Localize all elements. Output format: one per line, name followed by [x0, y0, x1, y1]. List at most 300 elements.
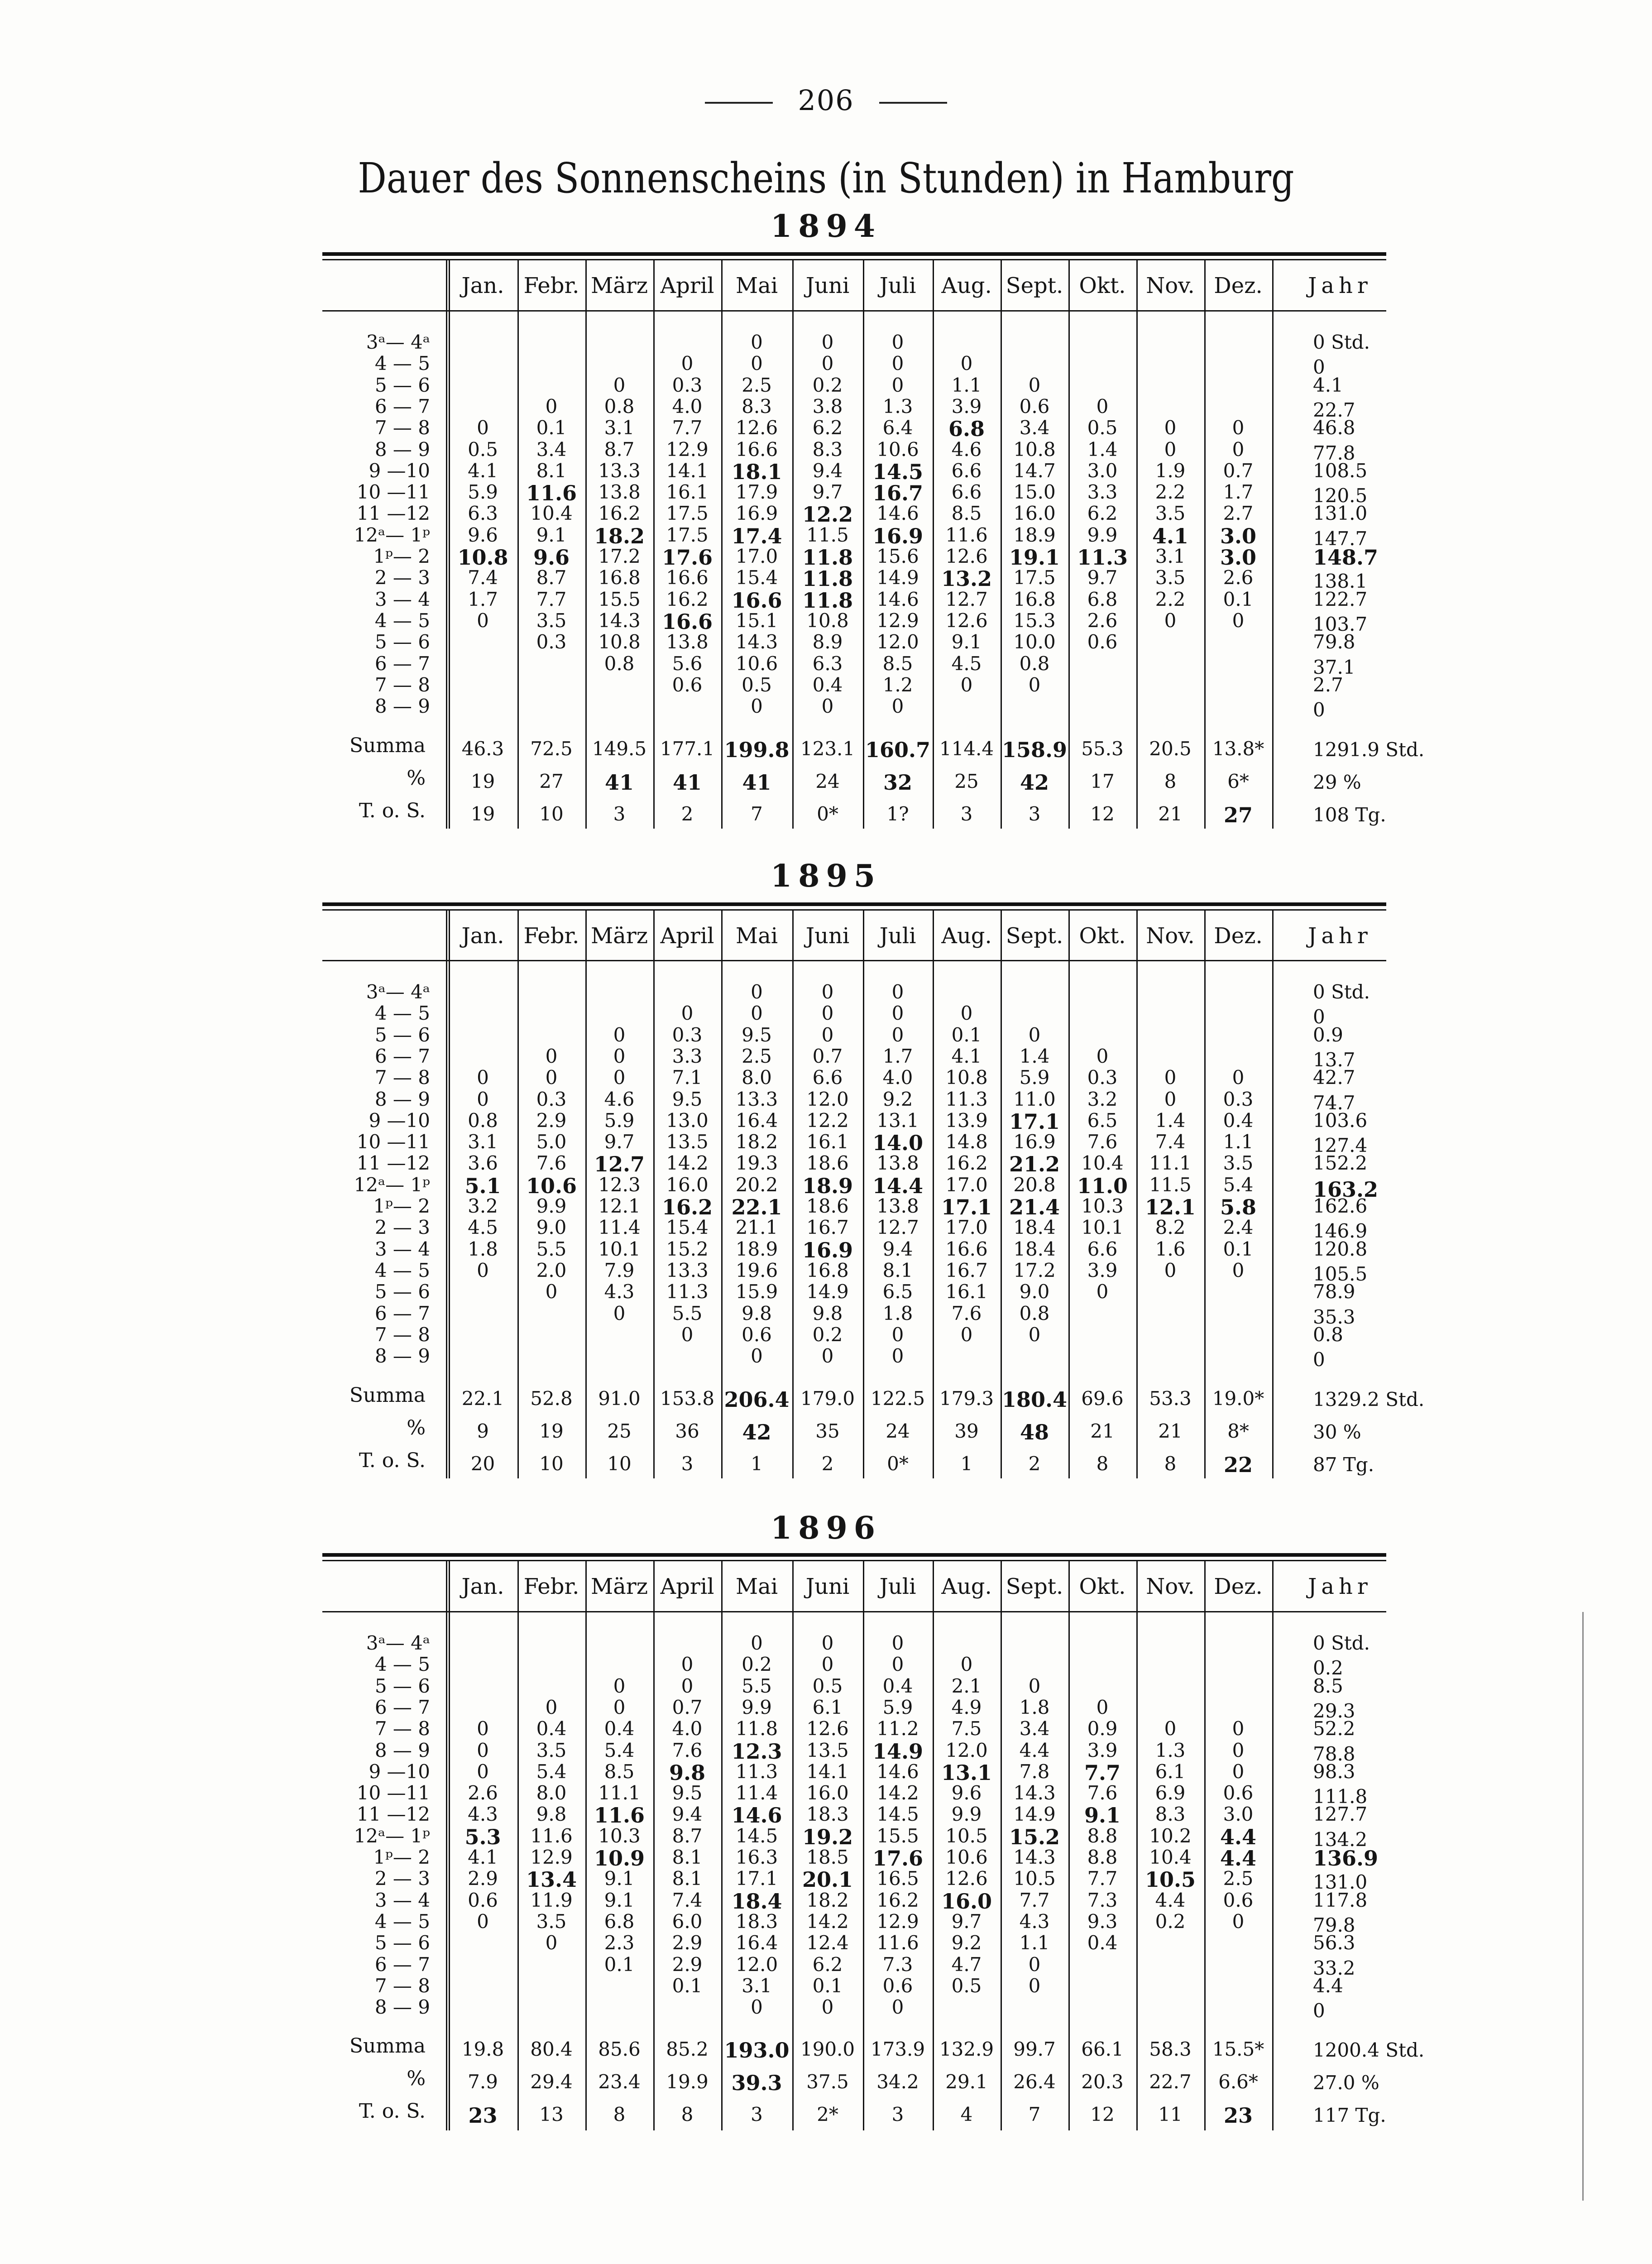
table-cell: 5.1 [464, 1173, 501, 1198]
year-total-cell: 74.7 [1313, 1091, 1355, 1114]
column-header-month: Dez. [1214, 1574, 1263, 1599]
table-cell: 11.3 [945, 1088, 988, 1110]
column-rule [1068, 1560, 1070, 2130]
table-cell: 10.3 [598, 1824, 641, 1847]
table-cell: 1.1 [1223, 1131, 1254, 1153]
table-top-rule [322, 902, 1386, 906]
table-cell: 0 [1164, 1066, 1177, 1089]
summary-cell: 8* [1227, 1420, 1249, 1442]
table-cell: 5.9 [1019, 1066, 1050, 1089]
table-cell: 0.3 [536, 1088, 567, 1110]
year-heading: 1896 [770, 1510, 882, 1546]
table-cell: 9.9 [1087, 523, 1118, 546]
table-cell: 0 [545, 1066, 558, 1089]
table-cell: 8.7 [672, 1824, 703, 1847]
table-cell: 7.3 [882, 1953, 913, 1976]
hour-label: 2 — 3 [374, 566, 430, 589]
summary-cell: 23.4 [598, 2071, 641, 2093]
table-cell: 0.3 [672, 374, 703, 396]
column-rule [1136, 1560, 1138, 2130]
table-cell: 1.7 [468, 588, 498, 610]
table-cell: 15.2 [1009, 1824, 1060, 1849]
table-cell: 3.5 [1155, 566, 1186, 589]
table-cell: 11.1 [598, 1782, 641, 1804]
table-cell: 9.8 [669, 1760, 706, 1785]
table-cell: 16.6 [666, 566, 709, 589]
table-cell: 1.1 [1019, 1932, 1050, 1954]
table-cell: 0 [751, 1002, 763, 1025]
table-cell: 3.5 [536, 1910, 567, 1933]
table-cell: 4.1 [468, 1846, 498, 1868]
table-cell: 4.1 [468, 459, 498, 482]
table-cell: 0 [1232, 1259, 1245, 1281]
table-cell: 0.5 [1087, 417, 1118, 439]
table-cell: 16.2 [666, 588, 709, 610]
hour-label: 2 — 3 [374, 1867, 430, 1890]
table-cell: 16.9 [802, 1238, 853, 1262]
table-cell: 8.5 [882, 652, 913, 675]
table-cell: 0 [1232, 1717, 1245, 1740]
table-top-rule [322, 252, 1386, 256]
table-cell: 9.0 [1019, 1281, 1050, 1303]
table-cell: 17.6 [872, 1846, 924, 1871]
table-cell: 3.1 [1155, 545, 1186, 567]
table-cell: 5.9 [468, 481, 498, 504]
table-cell: 13.3 [598, 459, 641, 482]
table-cell: 6.1 [812, 1696, 843, 1718]
table-cell: 4.4 [1220, 1846, 1257, 1871]
year-total-cell: 163.2 [1313, 1177, 1379, 1202]
table-cell: 2.0 [536, 1259, 567, 1281]
summary-cell: 12 [1090, 2103, 1115, 2125]
table-cell: 6.1 [1155, 1760, 1186, 1783]
column-rule [1136, 259, 1138, 829]
hour-label: 8 — 9 [374, 438, 430, 460]
hour-label: 11 —12 [356, 1152, 430, 1175]
table-cell: 14.3 [598, 609, 641, 632]
table-cell: 3.9 [1087, 1259, 1118, 1281]
table-cell: 3.1 [604, 417, 635, 439]
table-cell: 10.8 [806, 609, 849, 632]
table-cell: 18.4 [731, 1889, 782, 1914]
table-cell: 6.8 [604, 1910, 635, 1933]
table-cell: 0 [613, 1674, 626, 1697]
table-cell: 5.3 [464, 1824, 501, 1849]
table-cell: 0 [681, 1323, 694, 1346]
table-cell: 0.7 [1223, 459, 1254, 482]
table-cell: 9.1 [536, 523, 567, 546]
table-cell: 9.2 [951, 1932, 982, 1954]
table-cell: 15.2 [666, 1238, 709, 1260]
table-cell: 11.0 [1013, 1088, 1056, 1110]
year-total-cell: 77.8 [1313, 441, 1355, 464]
table-cell: 14.9 [1013, 1803, 1056, 1826]
table-cell: 0 [1096, 395, 1109, 417]
table-top-rule-inner [322, 909, 1386, 911]
table-cell: 10.6 [735, 652, 778, 675]
table-cell: 14.5 [872, 459, 924, 484]
summary-cell: 22.1 [461, 1387, 504, 1410]
table-cell: 3.4 [1019, 417, 1050, 439]
table-cell: 0 [681, 352, 694, 375]
year-total-cell: 0 [1313, 1348, 1325, 1371]
table-cell: 0 [821, 331, 834, 353]
table-cell: 10.4 [1149, 1846, 1192, 1868]
table-cell: 0 [1096, 1696, 1109, 1718]
summary-cell: 58.3 [1149, 2038, 1192, 2060]
table-cell: 1.7 [882, 1045, 913, 1067]
summary-cell: 41 [742, 770, 771, 795]
table-cell: 8.7 [604, 438, 635, 460]
column-header-month: Sept. [1006, 923, 1063, 949]
table-cell: 13.3 [735, 1088, 778, 1110]
table-cell: 0 [1028, 673, 1041, 696]
summary-cell: 25 [954, 770, 979, 792]
summary-cell: 2 [1028, 1453, 1041, 1475]
hour-label: 4 — 5 [374, 1002, 430, 1025]
table-cell: 20.8 [1013, 1173, 1056, 1196]
table-cell: 16.0 [666, 1173, 709, 1196]
table-cell: 0 [613, 1302, 626, 1324]
table-cell: 17.5 [1013, 566, 1056, 589]
table-cell: 15.6 [876, 545, 919, 567]
table-cell: 3.3 [672, 1045, 703, 1067]
table-cell: 6.2 [812, 1953, 843, 1976]
summary-cell: 179.0 [800, 1387, 855, 1410]
year-total-cell: 2.7 [1313, 673, 1343, 696]
summary-cell: 193.0 [724, 2038, 790, 2063]
year-total-cell: 146.9 [1313, 1220, 1368, 1242]
hour-label: 2 — 3 [374, 1216, 430, 1239]
column-header-month: Juli [879, 1574, 916, 1599]
table-cell: 0.3 [1223, 1088, 1254, 1110]
summary-cell: 7 [751, 803, 763, 825]
table-cell: 3.0 [1223, 1803, 1254, 1826]
summary-cell: 19 [470, 770, 495, 792]
table-cell: 16.7 [945, 1259, 988, 1281]
table-cell: 4.3 [1019, 1910, 1050, 1933]
summary-cell: 180.4 [1001, 1387, 1068, 1412]
year-total-cell: 117.8 [1313, 1889, 1368, 1911]
table-cell: 12.7 [945, 588, 988, 610]
table-cell: 2.9 [672, 1932, 703, 1954]
summary-cell: 7.9 [468, 2071, 498, 2093]
column-header-month: März [591, 923, 648, 949]
summary-year-total: 1200.4 Std. [1313, 2039, 1425, 2061]
column-rule [1272, 909, 1274, 1478]
table-cell: 0 [1028, 1023, 1041, 1046]
column-rule [721, 1560, 723, 2130]
hour-label: 6 — 7 [374, 1045, 430, 1067]
hour-label: 7 — 8 [374, 1717, 430, 1740]
table-cell: 14.2 [876, 1782, 919, 1804]
column-rule [933, 1560, 934, 2130]
table-cell: 12.1 [1144, 1195, 1196, 1219]
summary-cell: 42 [1020, 770, 1049, 795]
column-header-year: Jahr [1308, 273, 1372, 298]
table-cell: 12.0 [876, 631, 919, 653]
table-cell: 5.5 [672, 1302, 703, 1324]
table-cell: 13.2 [941, 566, 992, 591]
column-header-month: Mai [735, 273, 778, 298]
table-cell: 7.8 [1019, 1760, 1050, 1783]
table-cell: 5.8 [1220, 1195, 1257, 1219]
table-cell: 10.6 [945, 1846, 988, 1868]
summary-cell: 21 [1158, 803, 1183, 825]
table-cell: 18.9 [1013, 523, 1056, 546]
table-cell: 4.5 [468, 1216, 498, 1239]
hour-label: 5 — 6 [374, 631, 430, 653]
year-total-cell: 98.3 [1313, 1760, 1355, 1783]
summary-label: % [407, 1416, 426, 1439]
table-cell: 20.1 [802, 1867, 853, 1892]
table-cell: 0 [1232, 417, 1245, 439]
table-cell: 6.2 [1087, 502, 1118, 525]
table-cell: 0 [1232, 609, 1245, 632]
year-total-cell: 0 [1313, 356, 1325, 379]
summary-cell: 3 [891, 2103, 904, 2125]
column-header-month: Febr. [523, 923, 579, 949]
table-cell: 0 [1232, 1760, 1245, 1783]
summary-cell: 2 [821, 1453, 834, 1475]
table-cell: 8.3 [742, 395, 772, 417]
table-cell: 13.8 [876, 1152, 919, 1175]
table-cell: 17.9 [735, 481, 778, 504]
summary-cell: 21 [1090, 1420, 1115, 1442]
summary-label: % [407, 2067, 426, 2090]
hour-label: 6 — 7 [374, 1302, 430, 1324]
table-cell: 14.9 [876, 566, 919, 589]
table-cell: 10.8 [457, 545, 508, 570]
column-rule [653, 1560, 655, 2130]
table-cell: 3.9 [1087, 1739, 1118, 1761]
summary-cell: 17 [1090, 770, 1115, 792]
table-cell: 12.6 [945, 1867, 988, 1890]
table-cell: 9.1 [604, 1889, 635, 1911]
hour-label: 4 — 5 [374, 1910, 430, 1933]
table-cell: 4.3 [604, 1281, 635, 1303]
table-cell: 8.5 [951, 502, 982, 525]
column-header-month: Juni [805, 1574, 850, 1599]
column-rule [863, 909, 864, 1478]
summary-cell: 1 [751, 1453, 763, 1475]
table-cell: 3.5 [1155, 502, 1186, 525]
table-cell: 4.5 [951, 652, 982, 675]
table-cell: 4.3 [468, 1803, 498, 1826]
table-cell: 0.1 [1223, 1238, 1254, 1260]
table-cell: 17.5 [666, 523, 709, 546]
column-rule [517, 1560, 519, 2130]
table-cell: 0.1 [536, 417, 567, 439]
table-cell: 9.5 [672, 1088, 703, 1110]
table-cell: 0 [477, 609, 489, 632]
table-cell: 11.8 [735, 1717, 778, 1740]
summary-cell: 37.5 [806, 2071, 849, 2093]
column-header-month: März [591, 1574, 648, 1599]
table-cell: 0.4 [1223, 1109, 1254, 1132]
column-header-month: Nov. [1146, 1574, 1195, 1599]
table-cell: 14.9 [872, 1739, 924, 1764]
table-cell: 3.4 [1019, 1717, 1050, 1740]
year-total-cell: 0.9 [1313, 1023, 1343, 1046]
table-cell: 14.1 [806, 1760, 849, 1783]
table-cell: 9.7 [604, 1131, 635, 1153]
table-cell: 10.3 [1081, 1195, 1124, 1217]
table-cell: 16.8 [1013, 588, 1056, 610]
table-cell: 0 [1164, 417, 1177, 439]
table-cell: 16.7 [806, 1216, 849, 1239]
year-total-cell: 0.2 [1313, 1657, 1343, 1679]
table-cell: 15.3 [1013, 609, 1056, 632]
table-cell: 0.4 [536, 1717, 567, 1740]
table-cell: 7.4 [1155, 1131, 1186, 1153]
summary-cell: 3 [681, 1453, 694, 1475]
column-rule [446, 1560, 450, 2130]
table-cell: 0 [545, 1281, 558, 1303]
table-cell: 16.0 [1013, 502, 1056, 525]
summary-cell: 21 [1158, 1420, 1183, 1442]
header-separator [322, 310, 1386, 312]
table-cell: 0 [1164, 438, 1177, 460]
table-cell: 12.0 [945, 1739, 988, 1761]
year-total-cell: 138.1 [1313, 570, 1368, 593]
table-cell: 0 [821, 1023, 834, 1046]
table-cell: 9.2 [882, 1088, 913, 1110]
summary-cell: 23 [468, 2103, 498, 2128]
table-cell: 0 [821, 695, 834, 718]
table-cell: 8.3 [1155, 1803, 1186, 1826]
summary-cell: 19.0* [1212, 1387, 1264, 1410]
column-header-month: Jan. [461, 273, 504, 298]
hour-label: 8 — 9 [374, 1739, 430, 1761]
year-total-cell: 0.8 [1313, 1323, 1343, 1346]
table-cell: 17.1 [1009, 1109, 1060, 1134]
table-cell: 0 [477, 417, 489, 439]
year-total-cell: 111.8 [1313, 1785, 1368, 1808]
table-cell: 0 [545, 395, 558, 417]
column-header-month: Febr. [523, 273, 579, 298]
table-cell: 16.9 [1013, 1131, 1056, 1153]
summary-cell: 132.9 [939, 2038, 994, 2060]
table-cell: 0.2 [742, 1653, 772, 1676]
column-rule [446, 909, 450, 1478]
table-cell: 0 [751, 695, 763, 718]
table-cell: 0 [613, 1696, 626, 1718]
summary-cell: 27 [539, 770, 564, 792]
column-rule [1204, 909, 1206, 1478]
table-cell: 19.1 [1009, 545, 1060, 570]
table-cell: 17.6 [661, 545, 713, 570]
table-cell: 2.9 [672, 1953, 703, 1976]
summary-cell: 20.5 [1149, 738, 1192, 760]
summary-year-total: 30 % [1313, 1421, 1361, 1443]
hour-label: 4 — 5 [374, 1259, 430, 1281]
year-total-cell: 120.5 [1313, 484, 1368, 507]
table-cell: 11.8 [802, 545, 853, 570]
table-cell: 7.6 [1087, 1131, 1118, 1153]
table-cell: 2.9 [468, 1867, 498, 1890]
table-cell: 4.6 [951, 438, 982, 460]
column-header-month: Nov. [1146, 923, 1195, 949]
table-cell: 9.9 [536, 1195, 567, 1217]
table-cell: 4.0 [672, 1717, 703, 1740]
table-cell: 3.0 [1220, 523, 1257, 548]
table-cell: 13.1 [941, 1760, 992, 1785]
table-cell: 19.2 [802, 1824, 853, 1849]
table-cell: 10.9 [594, 1846, 645, 1871]
table-cell: 0.4 [812, 673, 843, 696]
table-cell: 7.6 [672, 1739, 703, 1761]
table-cell: 7.6 [536, 1152, 567, 1175]
table-cell: 9.4 [882, 1238, 913, 1260]
summary-cell: 6.6* [1218, 2071, 1258, 2093]
table-cell: 7.7 [672, 417, 703, 439]
table-cell: 18.6 [806, 1195, 849, 1217]
table-cell: 14.0 [872, 1131, 924, 1156]
summary-cell: 69.6 [1081, 1387, 1124, 1410]
year-heading: 1894 [770, 208, 882, 245]
table-cell: 14.3 [1013, 1846, 1056, 1868]
year-total-cell: 162.6 [1313, 1195, 1368, 1217]
table-cell: 0.6 [742, 1323, 772, 1346]
table-cell: 14.3 [735, 631, 778, 653]
column-rule [653, 909, 655, 1478]
year-total-cell: 136.9 [1313, 1846, 1379, 1871]
summary-year-total: 1291.9 Std. [1313, 739, 1425, 761]
table-cell: 15.1 [735, 609, 778, 632]
table-cell: 0.8 [1019, 1302, 1050, 1324]
table-cell: 0 [1232, 1066, 1245, 1089]
table-cell: 8.1 [536, 459, 567, 482]
summary-cell: 26.4 [1013, 2071, 1056, 2093]
table-cell: 16.7 [872, 481, 924, 506]
table-cell: 0 [477, 1739, 489, 1761]
summary-cell: 29.1 [945, 2071, 988, 2093]
table-cell: 0.5 [742, 673, 772, 696]
hour-label: 6 — 7 [374, 1953, 430, 1976]
table-cell: 15.5 [876, 1824, 919, 1847]
table-cell: 16.2 [945, 1152, 988, 1175]
table-cell: 0 [1232, 1739, 1245, 1761]
table-cell: 22.1 [731, 1195, 782, 1219]
summary-year-total: 1329.2 Std. [1313, 1388, 1425, 1410]
table-cell: 12.0 [806, 1088, 849, 1110]
table-cell: 0.6 [1019, 395, 1050, 417]
table-cell: 1.3 [882, 395, 913, 417]
table-cell: 0.1 [812, 1974, 843, 1997]
table-cell: 17.5 [666, 502, 709, 525]
year-total-cell: 4.1 [1313, 374, 1343, 396]
table-cell: 4.1 [1152, 523, 1189, 548]
table-cell: 6.0 [672, 1910, 703, 1933]
table-cell: 4.4 [1220, 1824, 1257, 1849]
table-cell: 8.3 [812, 438, 843, 460]
table-cell: 16.9 [872, 523, 924, 548]
table-cell: 0 [477, 1760, 489, 1783]
hour-label: 4 — 5 [374, 352, 430, 375]
table-cell: 0 [613, 1023, 626, 1046]
year-total-cell: 152.2 [1313, 1152, 1368, 1175]
table-cell: 2.6 [1087, 609, 1118, 632]
table-cell: 8.5 [604, 1760, 635, 1783]
table-cell: 0.5 [468, 438, 498, 460]
column-header-year: Jahr [1308, 1574, 1372, 1599]
summary-cell: 0* [887, 1453, 909, 1475]
summary-cell: 41 [604, 770, 634, 795]
hour-label: 5 — 6 [374, 374, 430, 396]
column-header-month: Dez. [1214, 923, 1263, 949]
year-total-cell: 35.3 [1313, 1305, 1355, 1328]
